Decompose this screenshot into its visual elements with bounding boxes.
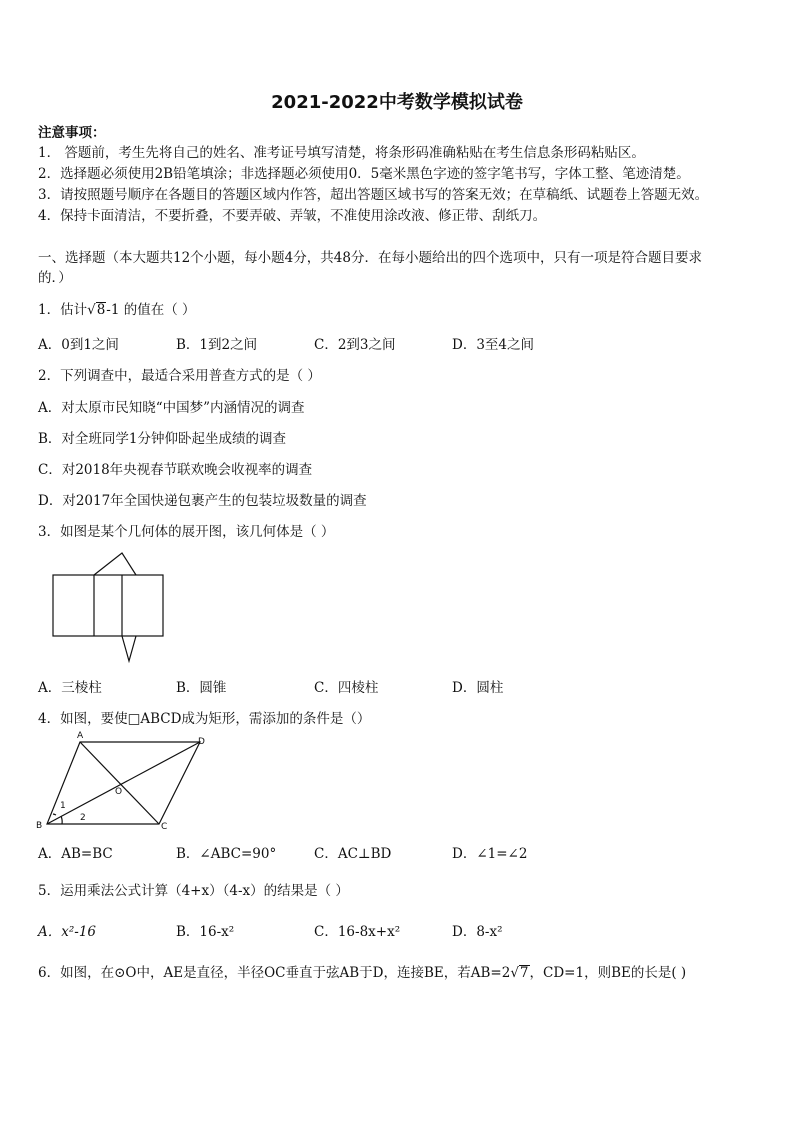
question-1 bbox=[38, 298, 196, 318]
q6-suffix: ，CD=1，则BE的长是( ) bbox=[529, 965, 687, 981]
notice-heading: 注意事项： bbox=[38, 125, 106, 141]
q5-option-c: C．16-8x+x² bbox=[314, 924, 401, 940]
question-6 bbox=[38, 961, 686, 981]
label-d: D bbox=[198, 737, 205, 747]
sqrt-symbol: √8 bbox=[87, 302, 106, 318]
label-b: B bbox=[36, 821, 43, 831]
q1-radicand: 8 bbox=[96, 302, 106, 318]
notice-item-4: 4．保持卡面清洁，不要折叠，不要弄破、弄皱，不准使用涂改液、修正带、刮纸刀。 bbox=[38, 208, 547, 224]
q1-suffix: -1 的值在（ ） bbox=[106, 302, 196, 318]
q1-option-a: A．0到1之间 bbox=[38, 337, 119, 353]
question-2: 2．下列调查中，最适合采用普查方式的是（ ） bbox=[38, 368, 321, 384]
label-a: A bbox=[77, 731, 84, 741]
q5-option-b: B．16-x² bbox=[176, 924, 235, 940]
net-outer-rect bbox=[53, 575, 163, 636]
q3-option-b: B．圆锥 bbox=[176, 680, 227, 696]
q3-option-d: D．圆柱 bbox=[452, 680, 504, 696]
q5-option-d: D．8-x² bbox=[452, 924, 503, 940]
net-top-triangle bbox=[94, 553, 136, 575]
notice-item-3: 3．请按照题号顺序在各题目的答题区域内作答，超出答题区域书写的答案无效；在草稿纸、试题卷上答题无效。 bbox=[38, 187, 709, 203]
net-bottom-triangle bbox=[122, 636, 136, 661]
q1-option-b: B．1到2之间 bbox=[176, 337, 258, 353]
q4-option-b: B．∠ABC=90° bbox=[176, 846, 277, 862]
q2-option-c: C．对2018年央视春节联欢晚会收视率的调查 bbox=[38, 462, 313, 478]
label-angle-2: 2 bbox=[80, 813, 86, 823]
question-4: 4．如图，要使□ABCD成为矩形，需添加的条件是（） bbox=[38, 711, 371, 727]
label-o: O bbox=[115, 787, 123, 797]
q1-prefix: 1．估计 bbox=[38, 302, 88, 318]
q3-option-a: A．三棱柱 bbox=[38, 680, 102, 696]
question-5: 5．运用乘法公式计算（4+x）（4-x）的结果是（ ） bbox=[38, 883, 349, 899]
label-c: C bbox=[161, 822, 168, 832]
parallelogram-figure bbox=[32, 728, 218, 834]
q2-option-d: D．对2017年全国快递包裹产生的包装垃圾数量的调查 bbox=[38, 493, 367, 509]
prism-net-figure bbox=[50, 550, 166, 666]
notice-item-2: 2．选择题必须使用2B铅笔填涂；非选择题必须使用0．5毫米黑色字迹的签字笔书写，字体工整、笔迹清楚。 bbox=[38, 166, 690, 182]
q4-option-d: D．∠1=∠2 bbox=[452, 846, 528, 862]
notice-item-1: 1． 答题前，考生先将自己的姓名、准考证号填写清楚，将条形码准确粘贴在考生信息条形码粘贴区。 bbox=[38, 145, 645, 161]
section-header-line1: 一、选择题（本大题共12个小题，每小题4分，共48分．在每小题给出的四个选项中，只有一项是符合题目要求 bbox=[38, 250, 702, 266]
label-angle-1: 1 bbox=[60, 801, 66, 811]
diagonal-bd bbox=[47, 742, 200, 824]
page-title: 2021-2022中考数学模拟试卷 bbox=[271, 92, 523, 113]
q1-option-d: D．3至4之间 bbox=[452, 337, 535, 353]
q4-option-a: A．AB=BC bbox=[38, 846, 113, 862]
q6-prefix: 6．如图，在⊙O中，AE是直径，半径OC垂直于弦AB于D，连接BE，若AB=2 bbox=[38, 965, 511, 981]
angle-arc-2 bbox=[61, 816, 62, 824]
section-header-line2: 的．） bbox=[38, 270, 72, 286]
q2-option-b: B．对全班同学1分钟仰卧起坐成绩的调查 bbox=[38, 431, 287, 447]
question-3: 3．如图是某个几何体的展开图，该几何体是（ ） bbox=[38, 524, 335, 540]
sqrt-symbol: √7 bbox=[510, 965, 529, 981]
q3-option-c: C．四棱柱 bbox=[314, 680, 379, 696]
angle-arc-1 bbox=[53, 814, 56, 815]
q5-option-a: A．x²-16 bbox=[38, 924, 97, 940]
diagonal-ac bbox=[80, 742, 159, 824]
q2-option-a: A．对太原市民知晓“中国梦”内涵情况的调查 bbox=[38, 400, 305, 416]
q4-option-c: C．AC⊥BD bbox=[314, 846, 392, 862]
q6-radicand: 7 bbox=[519, 965, 529, 981]
q1-option-c: C．2到3之间 bbox=[314, 337, 396, 353]
